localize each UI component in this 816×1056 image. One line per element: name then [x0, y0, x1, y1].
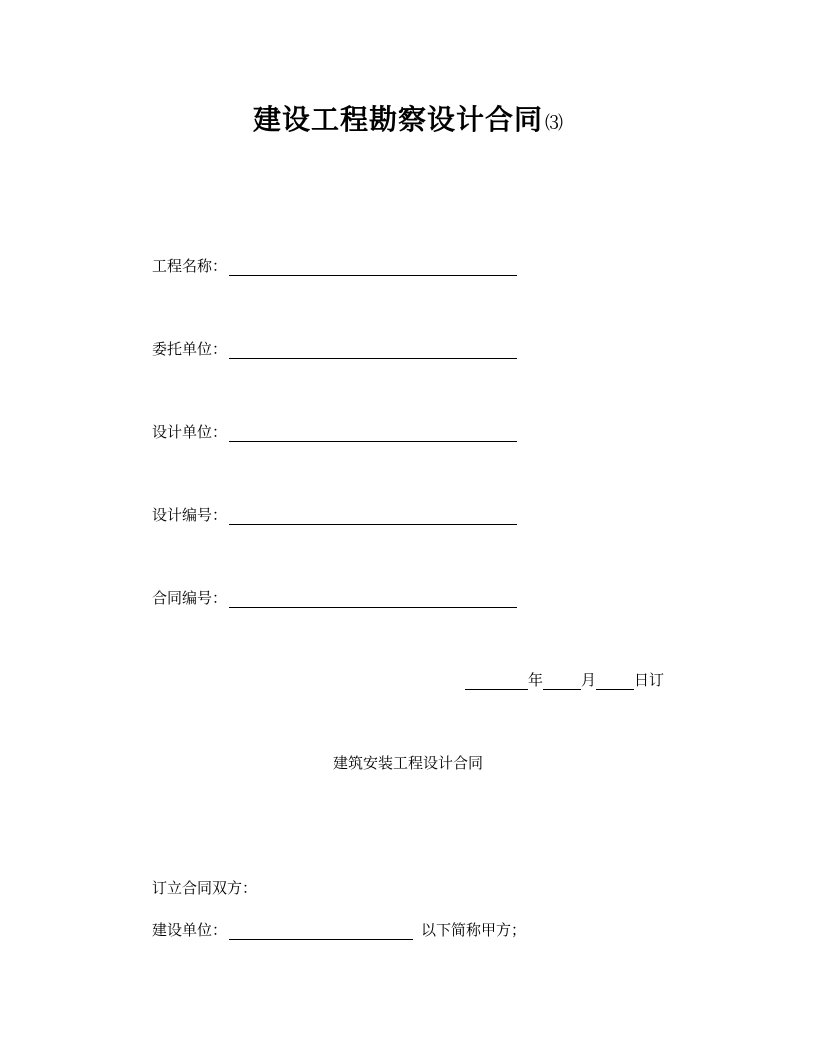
field-label-design-unit: 设计单位：	[152, 423, 228, 441]
date-month-label: 月	[581, 671, 597, 689]
field-client-unit	[152, 339, 517, 359]
document-title	[0, 98, 816, 138]
field-blank-design-unit[interactable]	[229, 425, 517, 442]
date-year-blank[interactable]	[465, 673, 528, 690]
date-day-blank[interactable]	[596, 673, 634, 690]
document-title-main: 建设工程勘察设计合同	[252, 103, 543, 136]
field-label-contract-number: 合同编号：	[152, 589, 228, 607]
date-month-blank[interactable]	[543, 673, 581, 690]
field-label-project-name: 工程名称：	[152, 257, 228, 275]
date-year-label: 年	[528, 671, 544, 689]
party-a-blank[interactable]	[229, 923, 413, 940]
party-a-suffix: 以下简称甲方；	[421, 921, 527, 939]
date-day-label: 日订	[634, 671, 665, 689]
field-blank-design-number[interactable]	[229, 508, 517, 525]
field-label-design-number: 设计编号：	[152, 506, 228, 524]
field-blank-project-name[interactable]	[229, 259, 517, 276]
field-contract-number	[152, 588, 517, 608]
party-a-label: 建设单位：	[152, 921, 228, 939]
document-title-number: ⑶	[545, 113, 563, 134]
field-design-number	[152, 505, 517, 525]
field-project-name	[152, 256, 517, 276]
signing-date	[465, 670, 664, 690]
contract-subtitle: 建筑安装工程设计合同	[332, 754, 483, 772]
party-a-row	[152, 920, 526, 940]
field-blank-contract-number[interactable]	[229, 591, 517, 608]
field-blank-client-unit[interactable]	[229, 342, 517, 359]
field-label-client-unit: 委托单位：	[152, 340, 228, 358]
parties-heading: 订立合同双方：	[152, 879, 258, 897]
field-design-unit	[152, 422, 517, 442]
